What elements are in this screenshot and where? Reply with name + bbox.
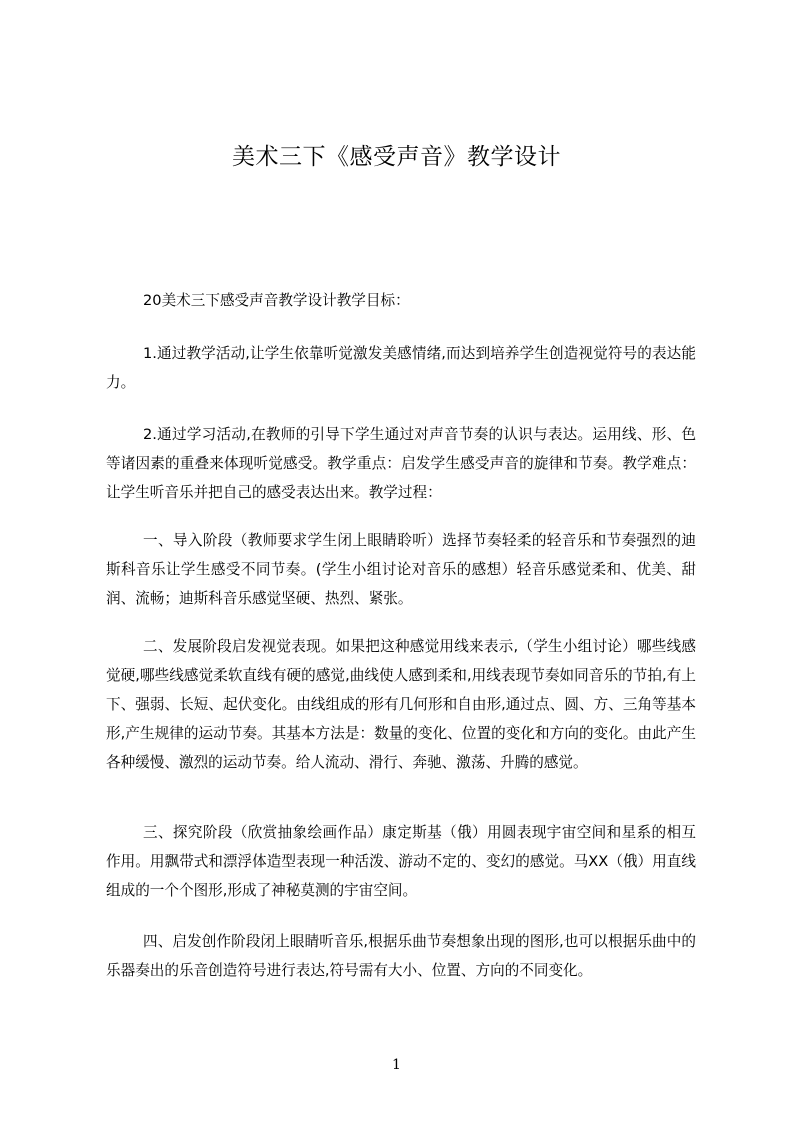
paragraph-intro: 20美术三下感受声音教学设计教学目标：: [143, 292, 410, 309]
paragraph-stage-development: 二、发展阶段启发视觉表现。如果把这种感觉用线来表示,（学生小组讨论）哪些线感觉硬,哪些线感觉柔软直线有硬的感觉,曲线使人感到柔和,用线表现节奏如同音乐的节拍,有上下、强弱、长短、起伏变化。由线组成的形有几何形和自由形,通过点、圆、方、三角等基本形,产生规律的运动节奏。其基本方法是：数量的变化、位置的变化和方向的变化。由此产生各种缓慢、激烈的运动节奏。给人流动、滑行、奔驰、激荡、升腾的感觉。: [106, 638, 696, 771]
paragraph-stage-exploration: 三、探究阶段（欣赏抽象绘画作品）康定斯基（俄）用圆表现宇宙空间和星系的相互作用。用飘带式和漂浮体造型表现一种活泼、游动不定的、变幻的感觉。马XX（俄）用直线组成的一个个图形,形成了神秘莫测的宇宙空间。: [106, 824, 696, 899]
paragraph-stage-intro: 一、导入阶段（教师要求学生闭上眼睛聆听）选择节奏轻柔的轻音乐和节奏强烈的迪斯科音乐让学生感受不同节奏。(学生小组讨论对音乐的感想）轻音乐感觉柔和、优美、甜润、流畅；迪斯科音乐感觉坚硬、热烈、紧张。: [106, 532, 696, 607]
paragraph-goal-1: 1.通过教学活动,让学生依靠听觉激发美感情绪,而达到培养学生创造视觉符号的表达能力。: [106, 345, 696, 391]
page-number: 1: [392, 1057, 401, 1073]
document-title: 美术三下《感受声音》教学设计: [232, 144, 561, 170]
paragraph-goal-2: 2.通过学习活动,在教师的引导下学生通过对声音节奏的认识与表达。运用线、形、色等诸因素的重叠来体现听觉感受。教学重点：启发学生感受声音的旋律和节奏。教学难点：让学生听音乐并把自己的感受表达出来。教学过程：: [106, 426, 696, 501]
paragraph-stage-creation: 四、启发创作阶段闭上眼睛听音乐,根据乐曲节奏想象出现的图形,也可以根据乐曲中的乐器奏出的乐音创造符号进行表达,符号需有大小、位置、方向的不同变化。: [106, 933, 696, 979]
